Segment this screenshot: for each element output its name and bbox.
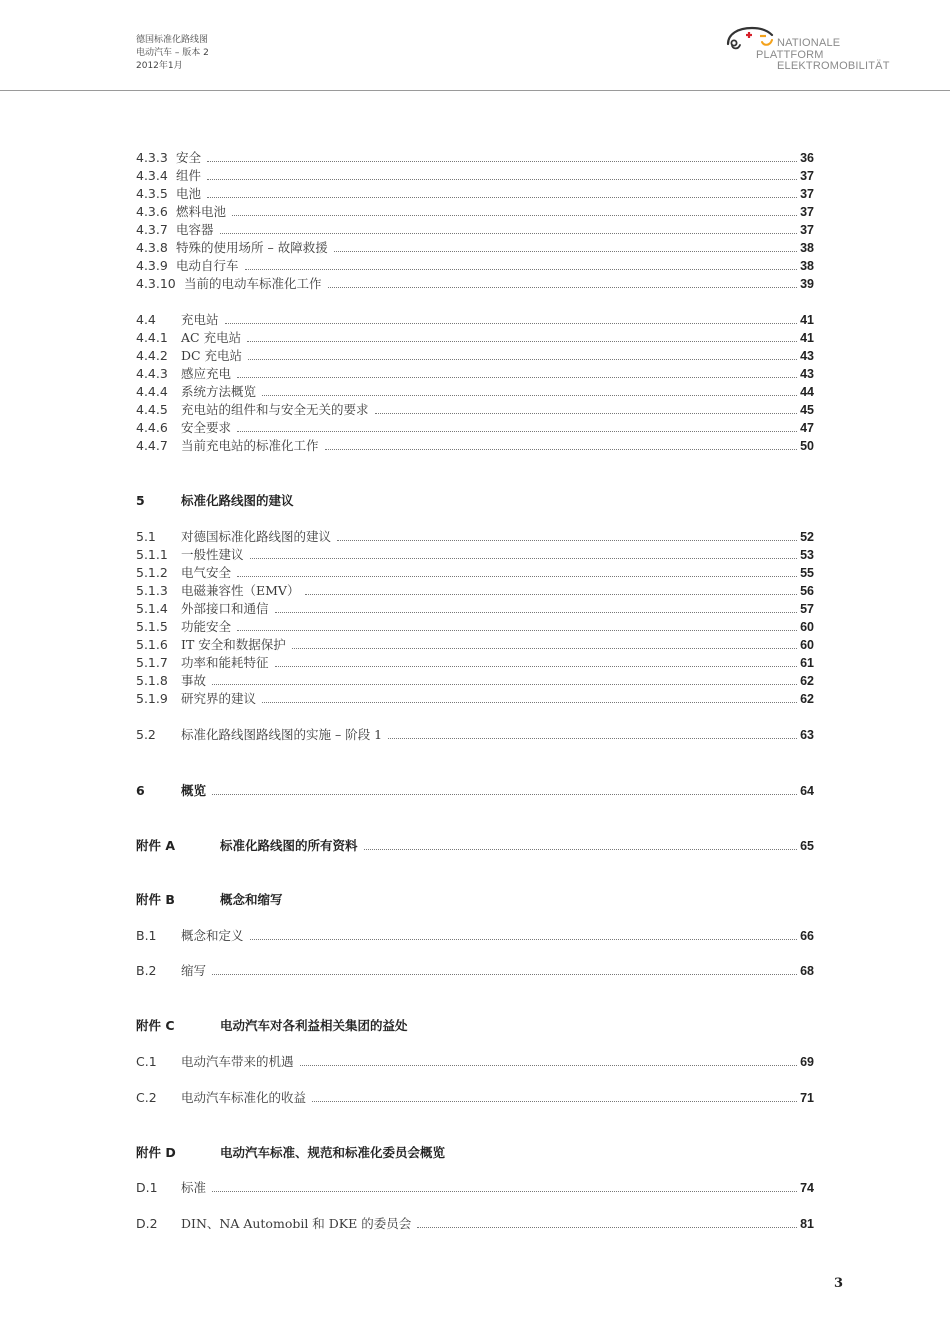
- toc-entry[interactable]: [136, 366, 814, 382]
- toc-entry[interactable]: [136, 928, 814, 944]
- page-number: 3: [834, 1276, 844, 1291]
- toc-entry-number: B.2: [136, 963, 157, 978]
- toc-leader-dots: [237, 630, 797, 631]
- toc-entry-number: 5.1.1: [136, 547, 168, 562]
- toc-entry-number: 4.4.5: [136, 402, 168, 417]
- toc-section-heading[interactable]: [136, 493, 814, 509]
- toc-entry-number: B.1: [136, 928, 157, 943]
- toc-entry-title: AC 充电站: [181, 330, 242, 345]
- toc-leader-dots: [325, 449, 798, 450]
- toc-entry-title: 电动自行车: [176, 258, 239, 273]
- toc-entry-number: 4.4: [136, 312, 156, 327]
- toc-entry-number: 4.3.7: [136, 222, 168, 237]
- toc-entry-title: 安全: [176, 150, 202, 165]
- toc-entry-page: 74: [800, 1181, 814, 1195]
- toc-leader-dots: [305, 594, 797, 595]
- toc-leader-dots: [247, 341, 797, 342]
- toc-leader-dots: [225, 323, 798, 324]
- toc-entry[interactable]: [136, 348, 814, 364]
- toc-section-heading[interactable]: [136, 783, 814, 799]
- toc-entry-number: 4.4.7: [136, 438, 168, 453]
- toc-leader-dots: [212, 684, 797, 685]
- toc-entry-title: 安全要求: [181, 420, 232, 435]
- toc-entry-title: 燃料电池: [176, 204, 227, 219]
- document-header-meta: [136, 34, 209, 73]
- toc-entry-number: 5.1.3: [136, 583, 168, 598]
- toc-entry-number: C.2: [136, 1090, 157, 1105]
- toc-entry-number: 5.1.7: [136, 655, 168, 670]
- toc-entry-number: 4.4.6: [136, 420, 168, 435]
- toc-entry-number: 4.3.6: [136, 204, 168, 219]
- toc-entry[interactable]: [136, 565, 814, 581]
- toc-entry-page: 60: [800, 620, 814, 634]
- toc-entry-number: D.1: [136, 1180, 158, 1195]
- toc-entry-number: 附件 B: [136, 892, 175, 907]
- toc-entry[interactable]: [136, 384, 814, 400]
- logo-text-line: ELEKTROMOBILITÄT: [777, 60, 890, 72]
- toc-entry-title: 电气安全: [181, 565, 232, 580]
- toc-entry-title: 感应充电: [181, 366, 232, 381]
- toc-entry-title: 电动汽车对各利益相关集团的益处: [220, 1018, 408, 1033]
- toc-leader-dots: [300, 1065, 798, 1066]
- toc-entry-title: 当前充电站的标准化工作: [181, 438, 319, 453]
- toc-entry-number: 4.3.8: [136, 240, 168, 255]
- toc-entry[interactable]: [136, 168, 814, 184]
- toc-entry-page: 50: [800, 439, 814, 453]
- toc-entry[interactable]: [136, 204, 814, 220]
- toc-entry[interactable]: [136, 583, 814, 599]
- toc-leader-dots: [232, 215, 797, 216]
- toc-leader-dots: [212, 1191, 797, 1192]
- toc-entry[interactable]: [136, 438, 814, 454]
- toc-entry-page: 71: [800, 1091, 814, 1105]
- toc-entry-number: 附件 D: [136, 1145, 176, 1160]
- toc-entry-page: 37: [800, 223, 814, 237]
- toc-entry-number: 5.1.6: [136, 637, 168, 652]
- toc-entry[interactable]: [136, 420, 814, 436]
- toc-entry[interactable]: [136, 402, 814, 418]
- logo-text-line: PLATTFORM: [756, 48, 824, 61]
- toc-entry-number: 4.3.5: [136, 186, 168, 201]
- toc-entry[interactable]: [136, 727, 814, 743]
- toc-entry-number: D.2: [136, 1216, 158, 1231]
- toc-entry-page: 66: [800, 929, 814, 943]
- toc-entry-title: 电池: [176, 186, 202, 201]
- toc-entry-page: 37: [800, 169, 814, 183]
- toc-entry[interactable]: [136, 222, 814, 238]
- toc-leader-dots: [364, 849, 798, 850]
- toc-entry-title: 电动汽车标准化的收益: [181, 1090, 307, 1105]
- toc-entry-page: 52: [800, 530, 814, 544]
- toc-leader-dots: [375, 413, 798, 414]
- toc-leader-dots: [417, 1227, 797, 1228]
- toc-entry-page: 38: [800, 259, 814, 273]
- toc-entry[interactable]: [136, 619, 814, 635]
- toc-entry[interactable]: [136, 673, 814, 689]
- toc-entry-number: 4.3.10: [136, 276, 176, 291]
- toc-entry-title: 一般性建议: [181, 547, 244, 562]
- toc-entry-title: DC 充电站: [181, 348, 243, 363]
- toc-entry-title: 概念和定义: [181, 928, 244, 943]
- toc-entry-number: 5.1.8: [136, 673, 168, 688]
- toc-entry-page: 62: [800, 692, 814, 706]
- toc-entry-title: DIN、NA Automobil 和 DKE 的委员会: [181, 1216, 412, 1231]
- toc-leader-dots: [207, 197, 797, 198]
- toc-leader-dots: [334, 251, 797, 252]
- toc-entry[interactable]: [136, 963, 814, 979]
- toc-leader-dots: [245, 269, 798, 270]
- toc-entry-title: 对德国标准化路线图的建议: [181, 529, 332, 544]
- toc-entry-number: 6: [136, 783, 145, 798]
- toc-entry-page: 60: [800, 638, 814, 652]
- toc-entry-number: C.1: [136, 1054, 157, 1069]
- toc-entry-page: 41: [800, 331, 814, 345]
- toc-entry-page: 44: [800, 385, 814, 399]
- toc-entry[interactable]: [136, 655, 814, 671]
- toc-entry-page: 43: [800, 367, 814, 381]
- toc-entry-number: 4.4.3: [136, 366, 168, 381]
- toc-entry-page: 37: [800, 205, 814, 219]
- toc-entry-page: 53: [800, 548, 814, 562]
- toc-entry-number: 5.1: [136, 529, 156, 544]
- toc-entry-title: 概念和缩写: [220, 892, 283, 907]
- toc-leader-dots: [262, 702, 797, 703]
- toc-entry[interactable]: [136, 258, 814, 274]
- toc-leader-dots: [248, 359, 797, 360]
- toc-leader-dots: [250, 558, 798, 559]
- toc-entry-number: 5.1.2: [136, 565, 168, 580]
- toc-entry-title: 充电站的组件和与安全无关的要求: [181, 402, 369, 417]
- toc-entry-page: 41: [800, 313, 814, 327]
- toc-entry-title: 充电站: [181, 312, 219, 327]
- toc-leader-dots: [207, 179, 797, 180]
- toc-entry-page: 64: [800, 784, 814, 798]
- toc-entry-title: 标准化路线图的建议: [181, 493, 294, 508]
- toc-entry-title: 系统方法概览: [181, 384, 257, 399]
- toc-entry-number: 4.4.2: [136, 348, 168, 363]
- toc-leader-dots: [328, 287, 798, 288]
- toc-entry-number: 4.3.3: [136, 150, 168, 165]
- toc-leader-dots: [388, 738, 797, 739]
- toc-entry-title: 概览: [181, 783, 207, 798]
- toc-entry-title: 电磁兼容性（EMV）: [181, 583, 300, 598]
- toc-entry-title: 研究界的建议: [181, 691, 257, 706]
- toc-leader-dots: [250, 939, 798, 940]
- toc-entry-title: 标准: [181, 1180, 207, 1195]
- document-date: 2012年1月: [136, 61, 183, 71]
- toc-entry-page: 68: [800, 964, 814, 978]
- toc-entry-page: 43: [800, 349, 814, 363]
- toc-entry-page: 69: [800, 1055, 814, 1069]
- toc-entry-title: 标准化路线图的所有资料: [220, 838, 358, 853]
- toc-entry-page: 62: [800, 674, 814, 688]
- toc-entry-number: 附件 C: [136, 1018, 175, 1033]
- toc-entry[interactable]: [136, 186, 814, 202]
- toc-entry-title: 外部接口和通信: [181, 601, 269, 616]
- toc-entry-title: 当前的电动车标准化工作: [184, 276, 322, 291]
- toc-leader-dots: [207, 161, 797, 162]
- toc-entry-title: 标准化路线图路线图的实施 – 阶段 1: [181, 727, 383, 742]
- toc-leader-dots: [212, 794, 797, 795]
- toc-entry-page: 36: [800, 151, 814, 165]
- toc-entry-number: 4.3.4: [136, 168, 168, 183]
- toc-entry[interactable]: [136, 637, 814, 653]
- toc-entry-number: 5: [136, 493, 145, 508]
- toc-entry[interactable]: [136, 312, 814, 328]
- toc-entry-page: 45: [800, 403, 814, 417]
- toc-entry-page: 81: [800, 1217, 814, 1231]
- toc-entry-page: 61: [800, 656, 814, 670]
- logo-text-line: NATIONALE: [777, 37, 841, 49]
- toc-entry-title: 特殊的使用场所 – 故障救援: [176, 240, 328, 255]
- toc-leader-dots: [312, 1101, 797, 1102]
- toc-appendix-heading[interactable]: [136, 1018, 814, 1034]
- toc-entry-page: 57: [800, 602, 814, 616]
- toc-entry[interactable]: [136, 330, 814, 346]
- toc-entry[interactable]: [136, 547, 814, 563]
- document-title: 德国标准化路线图: [136, 35, 209, 45]
- toc-entry[interactable]: [136, 1216, 814, 1232]
- toc-entry-title: 缩写: [181, 963, 207, 978]
- toc-leader-dots: [337, 540, 797, 541]
- toc-leader-dots: [237, 576, 797, 577]
- toc-entry-page: 39: [800, 277, 814, 291]
- toc-leader-dots: [292, 648, 797, 649]
- toc-entry-page: 55: [800, 566, 814, 580]
- toc-entry-title: IT 安全和数据保护: [181, 637, 286, 652]
- toc-leader-dots: [275, 612, 798, 613]
- toc-entry-number: 4.3.9: [136, 258, 168, 273]
- toc-entry[interactable]: [136, 150, 814, 166]
- toc-entry-title: 组件: [176, 168, 202, 183]
- toc-appendix-heading[interactable]: [136, 1145, 814, 1161]
- toc-entry-number: 附件 A: [136, 838, 176, 853]
- header-divider: [0, 90, 950, 91]
- toc-entry-title: 电动汽车标准、规范和标准化委员会概览: [220, 1145, 446, 1160]
- toc-entry-title: 电动汽车带来的机遇: [181, 1054, 294, 1069]
- toc-appendix-heading[interactable]: [136, 838, 814, 854]
- toc-entry-number: 4.4.1: [136, 330, 168, 345]
- toc-entry[interactable]: [136, 1054, 814, 1070]
- toc-entry-page: 37: [800, 187, 814, 201]
- toc-leader-dots: [237, 377, 797, 378]
- toc-entry-number: 5.1.4: [136, 601, 168, 616]
- toc-entry-title: 事故: [181, 673, 207, 688]
- toc-entry-title: 功率和能耗特征: [181, 655, 269, 670]
- toc-leader-dots: [275, 666, 798, 667]
- nationale-plattform-logo: [722, 26, 890, 82]
- toc-entry[interactable]: [136, 691, 814, 707]
- toc-entry[interactable]: [136, 529, 814, 545]
- toc-entry-number: 4.4.4: [136, 384, 168, 399]
- toc-entry-title: 电容器: [176, 222, 214, 237]
- document-version: 电动汽车 – 版本 2: [136, 48, 209, 58]
- toc-entry-page: 63: [800, 728, 814, 742]
- toc-entry-title: 功能安全: [181, 619, 232, 634]
- toc-appendix-heading[interactable]: [136, 892, 814, 908]
- toc-entry-number: 5.1.9: [136, 691, 168, 706]
- toc-leader-dots: [212, 974, 797, 975]
- toc-entry[interactable]: [136, 601, 814, 617]
- toc-entry[interactable]: [136, 240, 814, 256]
- logo-text: [756, 38, 890, 73]
- toc-leader-dots: [220, 233, 798, 234]
- toc-entry-number: 5.1.5: [136, 619, 168, 634]
- toc-entry-page: 38: [800, 241, 814, 255]
- toc-entry[interactable]: [136, 1090, 814, 1106]
- toc-leader-dots: [237, 431, 797, 432]
- toc-entry[interactable]: [136, 1180, 814, 1196]
- toc-entry-page: 65: [800, 839, 814, 853]
- toc-entry-page: 47: [800, 421, 814, 435]
- toc-leader-dots: [262, 395, 797, 396]
- toc-entry-page: 56: [800, 584, 814, 598]
- toc-entry[interactable]: [136, 276, 814, 292]
- toc-entry-number: 5.2: [136, 727, 156, 742]
